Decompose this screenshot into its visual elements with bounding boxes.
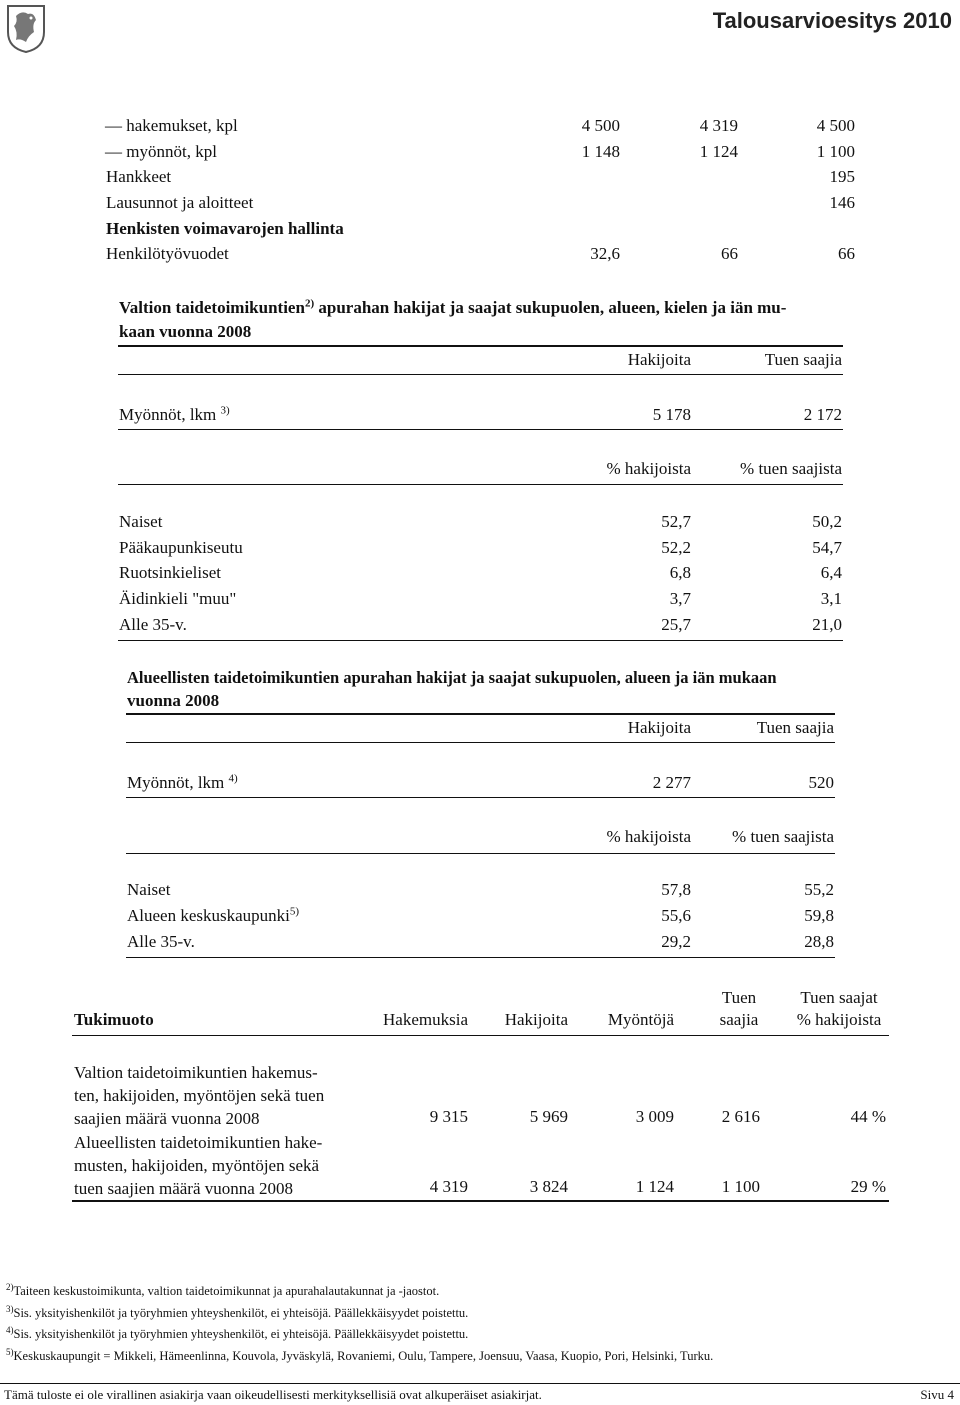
pct-value: 44 %: [850, 1107, 886, 1126]
row-value: 4 319: [699, 116, 738, 135]
myontoja-value: 3 009: [635, 1107, 674, 1126]
row-label: Äidinkieli "muu": [119, 589, 237, 608]
row-value: 1 124: [699, 142, 738, 161]
row-label: Ruotsinkieliset: [119, 563, 221, 582]
row-value: 195: [829, 167, 855, 186]
tukimuoto-header: Tukimuoto: [74, 1010, 154, 1029]
row-value: 1 148: [581, 142, 620, 161]
divider: [118, 429, 843, 430]
count-label: Myönnöt, lkm $^{4)}$: [127, 772, 238, 792]
page-number: Sivu 4: [920, 1387, 954, 1402]
pct-value: 29 %: [850, 1177, 886, 1196]
footnote: [6, 1346, 714, 1364]
row-value: 57,8: [661, 880, 691, 899]
row-label: — myönnöt, kpl: [105, 142, 217, 161]
pct-header-hakijoista: % hakijoista: [606, 459, 691, 478]
row-label: Hankkeet: [106, 167, 172, 186]
row-value: 54,7: [812, 538, 842, 557]
footnote-marker: 3): [6, 1303, 14, 1314]
divider: [126, 853, 835, 854]
footnote: [6, 1324, 469, 1342]
divider: [118, 640, 843, 641]
pct-header-tuen-saajista: % tuen saajista: [740, 459, 842, 478]
myontoja-header: Myöntöjä: [607, 1010, 674, 1029]
count-tuen-saajia: 2 172: [803, 405, 842, 424]
divider: [126, 713, 835, 715]
footnote-text: Sis. yksityishenkilöt ja työryhmien yhteyshenkilöt, ei yhteisöjä. Päällekkäisyydet poistettu.: [13, 1327, 469, 1341]
row-value: 59,8: [804, 906, 834, 925]
count-label: Myönnöt, lkm $^{3)}$: [119, 404, 230, 424]
myontoja-value: 1 124: [635, 1177, 674, 1196]
row-label: Lausunnot ja aloitteet: [106, 193, 254, 212]
footnote-text: Keskuskaupungit = Mikkeli, Hämeenlinna, Kouvola, Jyväskylä, Rovaniemi, Oulu, Tampere, Joensuu, Vaasa, Kuopio, Pori, Helsinki, Turku.: [13, 1349, 714, 1363]
divider: [118, 345, 843, 347]
col-header-tuen-saajia: Tuen saajia: [764, 350, 842, 369]
row-description: [74, 1061, 324, 1130]
row-description: [74, 1131, 322, 1200]
description-line: Valtion taidetoimikuntien hakemus-: [74, 1063, 318, 1082]
row-value: 6,8: [669, 563, 691, 582]
row-label: [127, 880, 170, 900]
footer-disclaimer: Tämä tuloste ei ole virallinen asiakirja vaan oikeudellisesti merkityksellisiä ovat alkuperäiset asiakirjat.: [4, 1387, 542, 1402]
tuen-saajia-header: Tuen saajia: [719, 988, 759, 1029]
row-value: 32,6: [590, 244, 620, 263]
row-label: Henkisten voimavarojen hallinta: [106, 219, 344, 238]
count-tuen-saajia: 520: [808, 773, 834, 792]
hakijoita-value: 5 969: [529, 1107, 568, 1126]
pct-header: Tuen saajat % hakijoista: [796, 988, 882, 1029]
tuen-saajia-value: 2 616: [721, 1107, 760, 1126]
row-value: 6,4: [820, 563, 842, 582]
hakijoita-header: Hakijoita: [504, 1010, 568, 1029]
footnote-ref: 5): [289, 905, 300, 918]
footnote-text: Taiteen keskustoimikunta, valtion taidetoimikunnat ja apurahalautakunnat ja -jaostot.: [13, 1284, 440, 1298]
footer-divider: [0, 1383, 960, 1384]
row-label-text: Alle 35-v.: [127, 932, 195, 951]
divider: [72, 1200, 889, 1202]
col-header-hakijoita: Hakijoita: [627, 718, 691, 737]
row-value: 146: [829, 193, 855, 212]
valtion-title-line2: kaan vuonna 2008: [119, 322, 252, 341]
divider: [126, 742, 835, 743]
row-value: 21,0: [812, 615, 842, 634]
count-hakijoita: 2 277: [652, 773, 691, 792]
divider: [118, 484, 843, 485]
row-label: Naiset: [119, 512, 163, 531]
row-label: Henkilötyövuodet: [106, 244, 229, 263]
row-value: 66: [838, 244, 855, 263]
footnote-marker: 5): [6, 1346, 14, 1357]
alueelliset-title-line2: vuonna 2008: [127, 691, 220, 710]
description-line: musten, hakijoiden, myöntöjen sekä: [74, 1156, 320, 1175]
description-line: ten, hakijoiden, myöntöjen sekä tuen: [74, 1086, 325, 1105]
description-line: Alueellisten taidetoimikuntien hake-: [74, 1133, 323, 1152]
row-value: 4 500: [581, 116, 620, 135]
row-label: Pääkaupunkiseutu: [119, 538, 243, 557]
row-value: 52,2: [661, 538, 691, 557]
description-line: tuen saajien määrä vuonna 2008: [74, 1179, 294, 1198]
lion-crest-emblem: [4, 2, 48, 54]
hakemuksia-value: 4 319: [429, 1177, 468, 1196]
row-value: 1 100: [816, 142, 855, 161]
row-label-text: Naiset: [127, 880, 171, 899]
divider: [72, 1035, 889, 1036]
divider: [126, 957, 835, 958]
footnote: [6, 1303, 469, 1321]
row-value: 50,2: [812, 512, 842, 531]
row-label: [127, 906, 299, 926]
row-value: 25,7: [661, 615, 691, 634]
valtion-title: Valtion taidetoimikuntien$^{2)}$ apurahan hakijat ja saajat sukupuolen, alueen, kielen ja iän mu-: [119, 297, 787, 317]
col-header-hakijoita: Hakijoita: [627, 350, 691, 369]
row-value: 52,7: [661, 512, 691, 531]
row-value: 4 500: [816, 116, 855, 135]
hakemuksia-header: Hakemuksia: [383, 1010, 468, 1029]
row-value: 55,2: [804, 880, 834, 899]
row-label: Alle 35-v.: [119, 615, 187, 634]
row-label: — hakemukset, kpl: [105, 116, 238, 135]
tuen-saajia-value: 1 100: [721, 1177, 760, 1196]
row-label: [127, 932, 195, 952]
row-value: 3,7: [669, 589, 691, 608]
alueelliset-title: Alueellisten taidetoimikuntien apurahan hakijat ja saajat sukupuolen, alueen ja iän mukaan: [127, 668, 777, 687]
row-value: 3,1: [820, 589, 842, 608]
row-value: 28,8: [804, 932, 834, 951]
hakemuksia-value: 9 315: [429, 1107, 468, 1126]
count-hakijoita: 5 178: [652, 405, 691, 424]
hakijoita-value: 3 824: [529, 1177, 568, 1196]
divider: [126, 797, 835, 798]
footnote-marker: 4): [6, 1324, 14, 1335]
row-label-text: Alueen keskuskaupunki: [127, 906, 290, 925]
pct-header-hakijoista: % hakijoista: [606, 827, 691, 846]
document-title: Talousarvioesitys 2010: [712, 8, 952, 33]
description-line: saajien määrä vuonna 2008: [74, 1109, 260, 1128]
footnote-marker: 2): [6, 1281, 14, 1292]
row-value: 66: [721, 244, 738, 263]
footnote: [6, 1281, 440, 1299]
row-value: 55,6: [661, 906, 691, 925]
pct-header-tuen-saajista: % tuen saajista: [732, 827, 834, 846]
divider: [118, 374, 843, 375]
footnote-text: Sis. yksityishenkilöt ja työryhmien yhteyshenkilöt, ei yhteisöjä. Päällekkäisyydet poistettu.: [13, 1306, 469, 1320]
col-header-tuen-saajia: Tuen saajia: [756, 718, 834, 737]
row-value: 29,2: [661, 932, 691, 951]
